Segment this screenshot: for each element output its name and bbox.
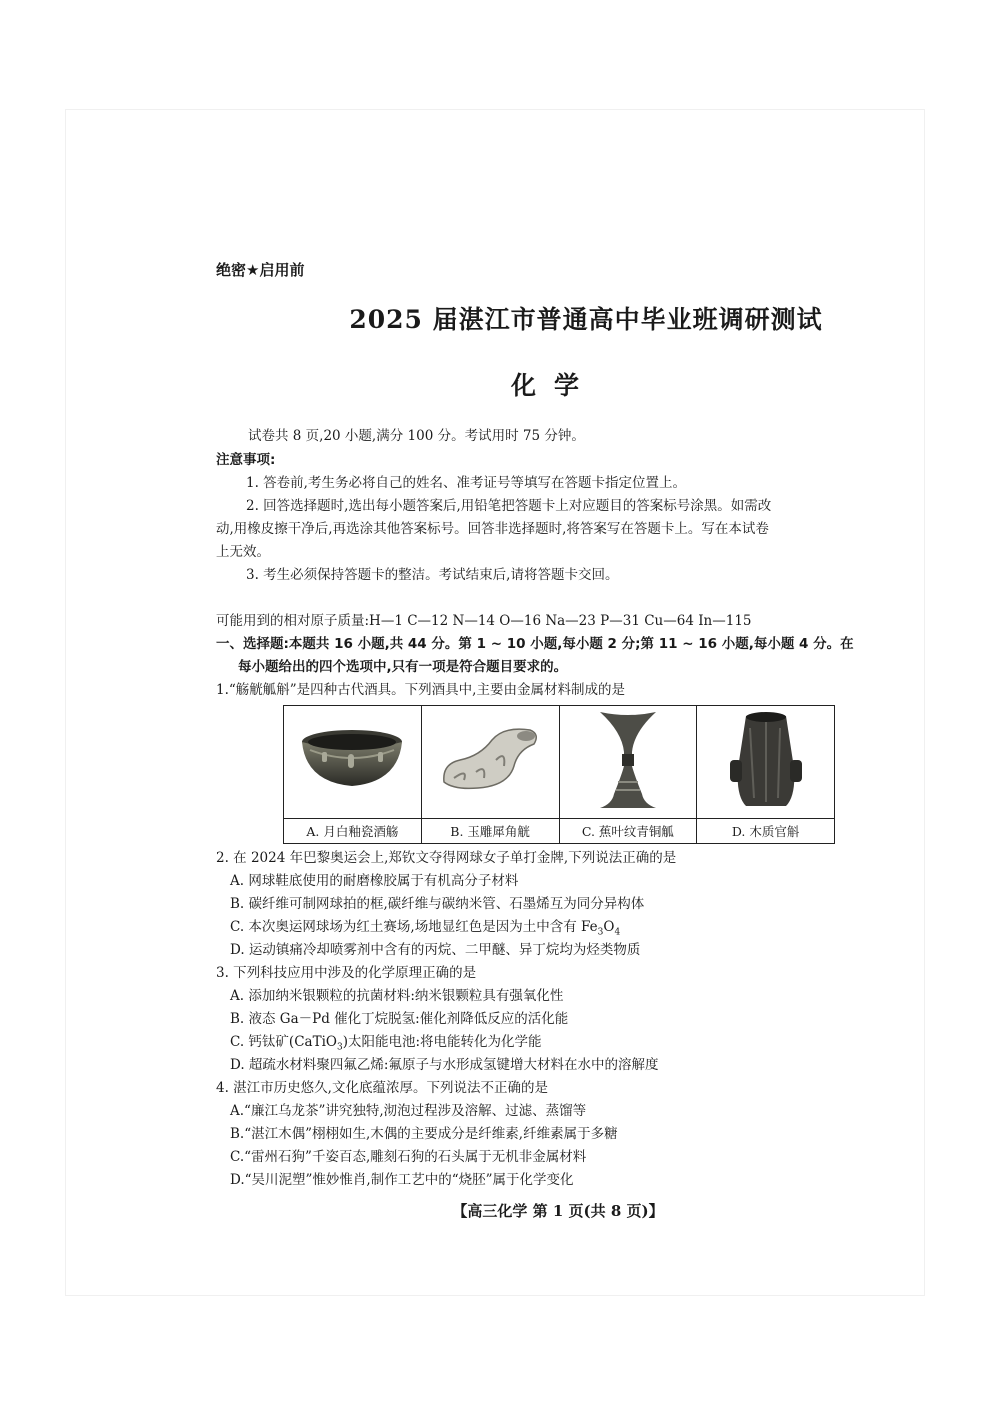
q1-stem: 1.“觞觥觚斛”是四种古代酒具。下列酒具中,主要由金属材料制成的是 [216, 682, 625, 698]
exam-title: 2025 届湛江市普通高中毕业班调研测试 [349, 305, 823, 334]
q4-option-d: D.“吴川泥塑”惟妙惟肖,制作工艺中的“烧胚”属于化学变化 [230, 1172, 574, 1188]
jade-horn-cup-icon [434, 720, 546, 800]
q2-option-c: C. 本次奥运网球场为红土赛场,场地显红色是因为土中含有 $Fe_3O_4$ [230, 919, 621, 938]
q4-option-a: A.“廉江乌龙茶”讲究独特,沏泡过程涉及溶解、过滤、蒸馏等 [230, 1103, 587, 1119]
notes-heading: 注意事项: [216, 452, 276, 468]
bronze-gu-vessel-icon [572, 708, 684, 812]
q2-option-a: A. 网球鞋底使用的耐磨橡胶属于有机高分子材料 [230, 873, 519, 889]
section-1-line-1: 一、选择题:本题共 16 小题,共 44 分。第 1 ~ 10 小题,每小题 2 分;第 11 ~ 16 小题,每小题 4 分。在 [216, 636, 854, 652]
note-2a: 2. 回答选择题时,选出每小题答案后,用铅笔把答题卡上对应题目的答案标号涂黑。如需改 [246, 498, 772, 514]
q2-option-b: B. 碳纤维可制网球拍的框,碳纤维与碳纳米管、石墨烯互为同分异构体 [230, 896, 645, 912]
note-2b: 动,用橡皮擦干净后,再选涂其他答案标号。回答非选择题时,将答案写在答题卡上。写在本试卷 [216, 521, 769, 537]
q1-option-a: A. 月白釉瓷酒觞 [284, 819, 422, 844]
q1-image-c [559, 706, 697, 819]
intro-line: 试卷共 8 页,20 小题,满分 100 分。考试用时 75 分钟。 [248, 428, 585, 444]
note-3: 3. 考生必须保持答题卡的整洁。考试结束后,请将答题卡交回。 [246, 567, 619, 583]
note-2c: 上无效。 [216, 544, 270, 560]
q1-option-d: D. 木质官斛 [697, 819, 835, 844]
q1-option-c: C. 蕉叶纹青铜觚 [559, 819, 697, 844]
q3-option-a: A. 添加纳米银颗粒的抗菌材料:纳米银颗粒具有强氧化性 [230, 988, 564, 1004]
atomic-masses: 可能用到的相对原子质量:H—1 C—12 N—14 O—16 Na—23 P—31 Cu—64 In—115 [216, 613, 752, 629]
q1-image-a [284, 706, 422, 819]
porcelain-bowl-icon [296, 720, 408, 800]
q3-option-d: D. 超疏水材料聚四氟乙烯:氟原子与水形成氢键增大材料在水中的溶解度 [230, 1057, 659, 1073]
q3-stem: 3. 下列科技应用中涉及的化学原理正确的是 [216, 965, 477, 981]
q2-stem: 2. 在 2024 年巴黎奥运会上,郑钦文夺得网球女子单打金牌,下列说法正确的是 [216, 850, 677, 866]
q3-option-c: C. 钙钛矿(CaTiO$_3$)太阳能电池:将电能转化为化学能 [230, 1034, 542, 1053]
q4-stem: 4. 湛江市历史悠久,文化底蕴浓厚。下列说法不正确的是 [216, 1080, 548, 1096]
q3-option-b: B. 液态 Ga－Pd 催化丁烷脱氢:催化剂降低反应的活化能 [230, 1011, 569, 1027]
q1-options-table [283, 705, 835, 844]
section-1-line-2: 每小题给出的四个选项中,只有一项是符合题目要求的。 [238, 659, 568, 675]
secret-label: 绝密★启用前 [216, 261, 305, 279]
q4-option-b: B.“湛江木偶”栩栩如生,木偶的主要成分是纤维素,纤维素属于多糖 [230, 1126, 618, 1142]
q2-option-d: D. 运动镇痛冷却喷雾剂中含有的丙烷、二甲醚、异丁烷均为烃类物质 [230, 942, 641, 958]
wooden-hu-vessel-icon [710, 708, 822, 812]
note-1: 1. 答卷前,考生务必将自己的姓名、准考证号等填写在答题卡指定位置上。 [246, 475, 686, 491]
subject-title: 化学 [510, 371, 597, 400]
q1-image-d [697, 706, 835, 819]
page-footer: 【高三化学 第 1 页(共 8 页)】 [452, 1202, 664, 1220]
q1-option-b: B. 玉雕犀角觥 [421, 819, 559, 844]
q4-option-c: C.“雷州石狗”千姿百态,雕刻石狗的石头属于无机非金属材料 [230, 1149, 587, 1165]
q1-image-b [421, 706, 559, 819]
